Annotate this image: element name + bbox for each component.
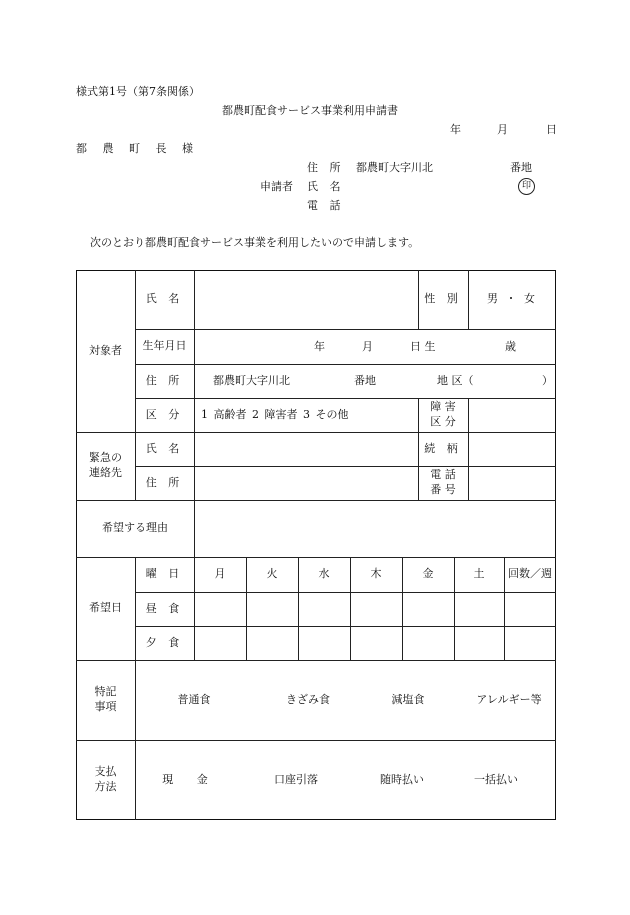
birth-day-suffix: 日 生	[410, 340, 436, 353]
age-suffix: 歳	[505, 340, 516, 353]
row-divider	[135, 329, 556, 330]
day-monday: 月	[214, 567, 226, 581]
subject-name-field[interactable]	[194, 270, 418, 329]
birth-month: 月	[362, 340, 373, 353]
subject-address-banchi: 番地	[354, 374, 376, 387]
reason-field[interactable]	[194, 500, 556, 557]
subject-category-label: 区 分	[145, 407, 184, 421]
subject-address-value: 都農町大字川北	[213, 374, 290, 387]
application-statement: 次のとおり都農町配食サービス事業を利用したいので申請します。	[90, 236, 420, 249]
subject-name-label: 氏 名	[145, 292, 184, 306]
form-number: 様式第1号（第7条関係）	[76, 85, 200, 98]
notes-option-minced[interactable]: きざみ食	[286, 692, 330, 706]
row-divider	[135, 466, 556, 467]
emergency-address-label: 住 所	[145, 475, 184, 489]
schedule-group-label: 希望日	[89, 601, 122, 615]
emergency-name-label: 氏 名	[145, 441, 184, 455]
disability-category-label: 障 害 区 分	[430, 400, 456, 428]
subject-sex-label: 性 別	[424, 292, 462, 306]
payment-option-bank-debit[interactable]: 口座引落	[274, 772, 318, 786]
applicant-phone-label: 電 話	[307, 199, 345, 212]
applicant-label: 申請者	[260, 180, 293, 193]
day-wednesday: 水	[318, 567, 330, 581]
emergency-relation-label: 続 柄	[424, 441, 462, 455]
notes-option-low-salt[interactable]: 減塩食	[391, 692, 425, 706]
emergency-group-label: 緊急の 連絡先	[89, 451, 122, 479]
row-divider	[135, 626, 556, 627]
day-saturday: 土	[473, 567, 485, 581]
subject-district-close: ）	[542, 374, 553, 387]
seal-mark: 印	[518, 178, 535, 195]
day-tuesday: 火	[266, 567, 278, 581]
subject-category-options[interactable]: 1 高齢者 2 障害者 3 その他	[201, 408, 349, 421]
applicant-address-label: 住 所	[307, 161, 345, 174]
addressee: 都 農 町 長 様	[76, 142, 199, 155]
applicant-name-label: 氏 名	[307, 180, 345, 193]
notes-option-allergy[interactable]: アレルギー等	[476, 692, 542, 706]
payment-option-cash[interactable]: 現 金	[162, 772, 218, 786]
reason-label: 希望する理由	[102, 521, 168, 535]
birth-year: 年	[314, 340, 325, 353]
dinner-label: 夕 食	[145, 635, 184, 649]
notes-label: 特記 事項	[94, 685, 117, 713]
emergency-phone-label: 電 話 番 号	[430, 468, 456, 496]
date-month: 月	[497, 123, 508, 136]
subject-group-label: 対象者	[89, 343, 122, 357]
subject-district-label: 地 区（	[437, 374, 474, 387]
notes-option-regular[interactable]: 普通食	[177, 692, 211, 706]
payment-option-on-demand[interactable]: 随時払い	[380, 772, 424, 786]
date-day: 日	[546, 123, 557, 136]
row-divider	[135, 592, 556, 593]
subject-birthdate-label: 生年月日	[142, 339, 187, 353]
payment-option-lump-sum[interactable]: 一括払い	[474, 772, 518, 786]
applicant-address-value: 都農町大字川北	[356, 161, 433, 174]
subject-address-label: 住 所	[145, 373, 184, 387]
count-per-week-label: 回数／週	[508, 567, 552, 581]
weekday-label: 曜 日	[145, 567, 184, 581]
payment-label: 支払 方法	[94, 765, 117, 793]
applicant-address-suffix: 番地	[510, 161, 532, 174]
column-divider	[468, 398, 469, 500]
day-friday: 金	[422, 567, 434, 581]
row-divider	[135, 364, 556, 365]
document-title: 都農町配食サービス事業利用申請書	[222, 104, 398, 117]
lunch-label: 昼 食	[145, 601, 184, 615]
subject-sex-options[interactable]: 男 ・ 女	[487, 292, 537, 306]
row-divider	[135, 398, 556, 399]
date-year: 年	[450, 123, 461, 136]
day-thursday: 木	[370, 567, 382, 581]
